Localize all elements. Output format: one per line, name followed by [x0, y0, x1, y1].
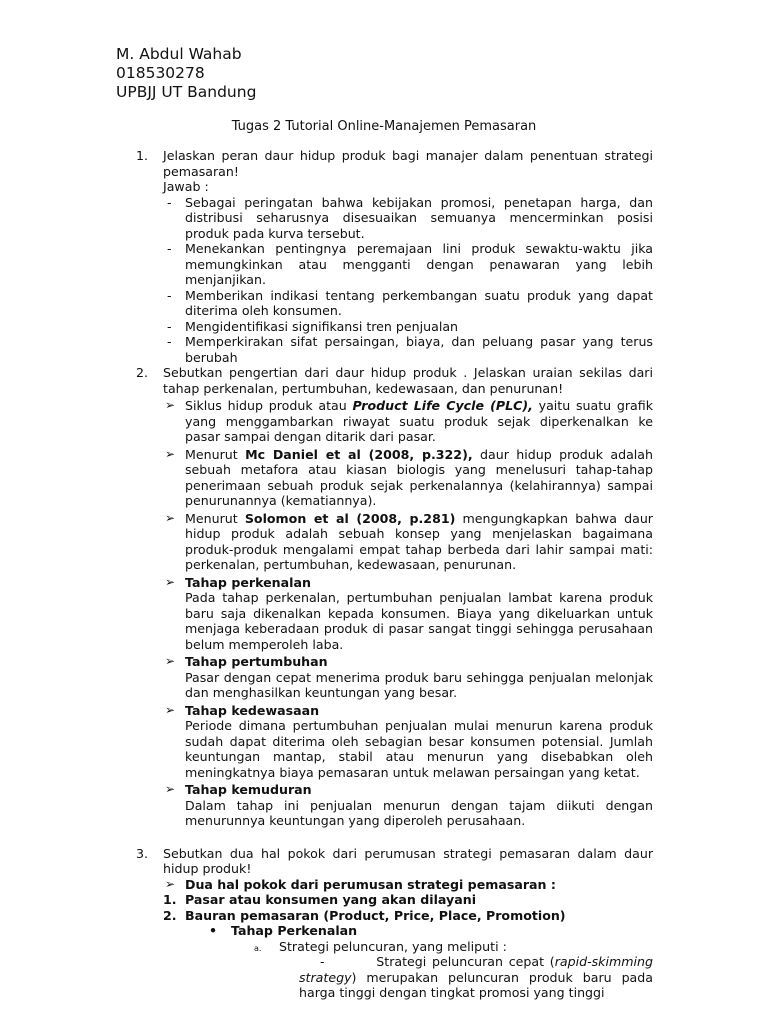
- item-text: Bauran pemasaran (Product, Price, Place, Promotion): [185, 907, 566, 923]
- dash-marker: -: [167, 241, 172, 256]
- item-text: Pasar atau konsumen yang akan dilayani: [185, 892, 477, 907]
- numbered-item: [136, 892, 653, 908]
- question-text: Sebutkan dua hal pokok dari perumusan strategi pemasaran dalam daur hidup produk!: [163, 845, 653, 876]
- text-run: yaitu suatu grafik yang menggambarkan riwayat suatu produk sejak diperkenalkan ke pasar sampai dengan ditarik dari pasar.: [185, 398, 653, 444]
- citation-text: Mc Daniel et al (2008, p.322),: [245, 446, 473, 462]
- item-number: 2.: [163, 907, 177, 923]
- stage-text: Pada tahap perkenalan, pertumbuhan penjualan lambat karena produk baru saja dikenalkan kepada konsumen. Biaya yang dikeluarkan untuk menjaga keberadaan produk di pasar sangat tinggi sehingga perusahaan belum memperoleh laba.: [185, 590, 653, 652]
- arrow-bullet-icon: ➢: [165, 398, 176, 412]
- arrow-bullet-icon: ➢: [165, 876, 176, 891]
- stage-item: [163, 654, 653, 701]
- author-header: [116, 45, 256, 102]
- dash-marker: -: [167, 287, 172, 303]
- list-item: [163, 195, 653, 242]
- section-heading: Dua hal pokok dari perumusan strategi pemasaran :: [185, 876, 556, 892]
- student-id: 018530278: [116, 64, 205, 82]
- emphasis-text: Product Life Cycle (PLC),: [352, 398, 533, 413]
- answer-label: [136, 179, 653, 195]
- list-item-text: Menekankan pentingnya peremajaan lini produk sewaktu-waktu jika memungkinkan atau mengganti dengan penawaran yang lebih menjanjikan.: [185, 241, 653, 287]
- stage-item: [163, 782, 653, 829]
- stage-text: Pasar dengan cepat menerima produk baru sehingga penjualan melonjak dan menghasilkan keuntungan yang besar.: [185, 669, 653, 700]
- numbered-item: [136, 908, 653, 924]
- question-1: [136, 148, 653, 179]
- study-center: UPBJJ UT Bandung: [116, 83, 257, 101]
- list-item: [163, 288, 653, 319]
- document-title: Tugas 2 Tutorial Online-Manajemen Pemasaran: [231, 119, 537, 134]
- question-number: 3.: [136, 845, 149, 861]
- list-item: [163, 511, 653, 573]
- text-run: ) merupakan peluncuran produk baru pada harga tinggi dengan tingkat promosi yang tinggi: [299, 969, 653, 1000]
- bullet-text: Tahap Perkenalan: [231, 923, 358, 938]
- list-item: [163, 447, 653, 509]
- list-item-text: Sebagai peringatan bahwa kebijakan promosi, penetapan harga, dan distribusi seharusnya disesuaikan semuanya mencerminkan posisi produk pada kurva tersebut.: [185, 194, 653, 241]
- answer-list: [136, 877, 653, 893]
- author-name: M. Abdul Wahab: [116, 45, 242, 63]
- text-run: Siklus hidup produk atau: [185, 398, 353, 413]
- stage-text: Dalam tahap ini penjualan menurun dengan tajam diikuti dengan menurunnya keuntungan yang diperoleh perusahaan.: [185, 797, 653, 828]
- question-number: 1.: [136, 148, 149, 163]
- arrow-bullet-icon: ➢: [165, 446, 176, 461]
- list-item-text: Memberikan indikasi tentang perkembangan suatu produk yang dapat diterima oleh konsumen.: [185, 287, 653, 318]
- list-item: [163, 319, 653, 335]
- lettered-item: [136, 939, 653, 955]
- text-run: daur hidup produk adalah sebuah metafora atau kiasan biologis yang menelusuri tahap-tahap penerimaan sebuah produk sejak perkenalannya (kelahirannya) sampai penurunannya (kematiannya).: [185, 446, 653, 508]
- answer-list: [136, 398, 653, 829]
- sub-list-item: [136, 954, 653, 1001]
- text-run: Strategi peluncuran cepat (: [376, 954, 555, 969]
- letter-marker: a.: [254, 943, 262, 953]
- answer-list: [136, 195, 653, 366]
- dash-marker: -: [167, 318, 172, 334]
- bullet-icon: •: [209, 923, 218, 938]
- question-3: [136, 846, 653, 877]
- bullet-item: [136, 923, 653, 939]
- citation-text: Solomon et al (2008, p.281): [244, 510, 456, 526]
- document-body: [136, 148, 653, 1001]
- arrow-bullet-icon: ➢: [165, 654, 176, 668]
- stage-title: Tahap kemuduran: [185, 782, 312, 797]
- list-item: [163, 241, 653, 288]
- arrow-bullet-icon: ➢: [165, 782, 176, 796]
- text-run: Menurut: [185, 510, 245, 526]
- question-text: Jelaskan peran daur hidup produk bagi manajer dalam penentuan strategi pemasaran!: [163, 148, 653, 179]
- arrow-bullet-icon: ➢: [165, 574, 176, 589]
- text-run: Menurut: [185, 446, 246, 462]
- list-item: [163, 877, 653, 893]
- lettered-item-text: Strategi peluncuran, yang meliputi :: [279, 938, 507, 954]
- list-item: [163, 334, 653, 365]
- stage-item: [163, 703, 653, 781]
- list-item: [163, 398, 653, 445]
- dash-marker: -: [167, 194, 172, 210]
- spacer: [136, 829, 653, 846]
- stage-title: Tahap kedewasaan: [185, 702, 320, 718]
- emphasis-text: rapid-skimming strategy: [299, 954, 653, 985]
- dash-marker: -: [167, 334, 172, 349]
- stage-item: [163, 575, 653, 653]
- dash-marker: -: [320, 954, 325, 969]
- question-number: 2.: [136, 365, 149, 380]
- text-run: mengungkapkan bahwa daur hidup produk adalah sebuah konsep yang menjelaskan bagaimana produk-produk mengalami empat tahap berbeda dari lahir sampai mati: perkenalan, pertumbuhan, kedewasaan, penurunan.: [185, 510, 653, 572]
- item-number: 1.: [163, 892, 177, 907]
- jawab-label: Jawab :: [163, 179, 209, 194]
- list-item-text: Memperkirakan sifat persaingan, biaya, dan peluang pasar yang terus berubah: [185, 334, 653, 365]
- stage-title: Tahap perkenalan: [185, 574, 311, 590]
- list-item-text: Mengidentifikasi signifikansi tren penjualan: [185, 318, 459, 334]
- arrow-bullet-icon: ➢: [165, 510, 176, 525]
- question-text: Sebutkan pengertian dari daur hidup produk . Jelaskan uraian sekilas dari tahap perkenalan, pertumbuhan, kedewasaan, dan penurunan!: [163, 365, 653, 396]
- stage-title: Tahap pertumbuhan: [185, 654, 328, 669]
- arrow-bullet-icon: ➢: [165, 702, 176, 717]
- question-2: [136, 365, 653, 396]
- stage-text: Periode dimana pertumbuhan penjualan mulai menurun karena produk sudah dapat diterima oleh sebagian besar konsumen potensial. Jumlah keuntungan mantap, stabil atau menurun yang disebabkan oleh meningkatnya biaya pemasaran untuk melawan persaingan yang ketat.: [185, 718, 653, 780]
